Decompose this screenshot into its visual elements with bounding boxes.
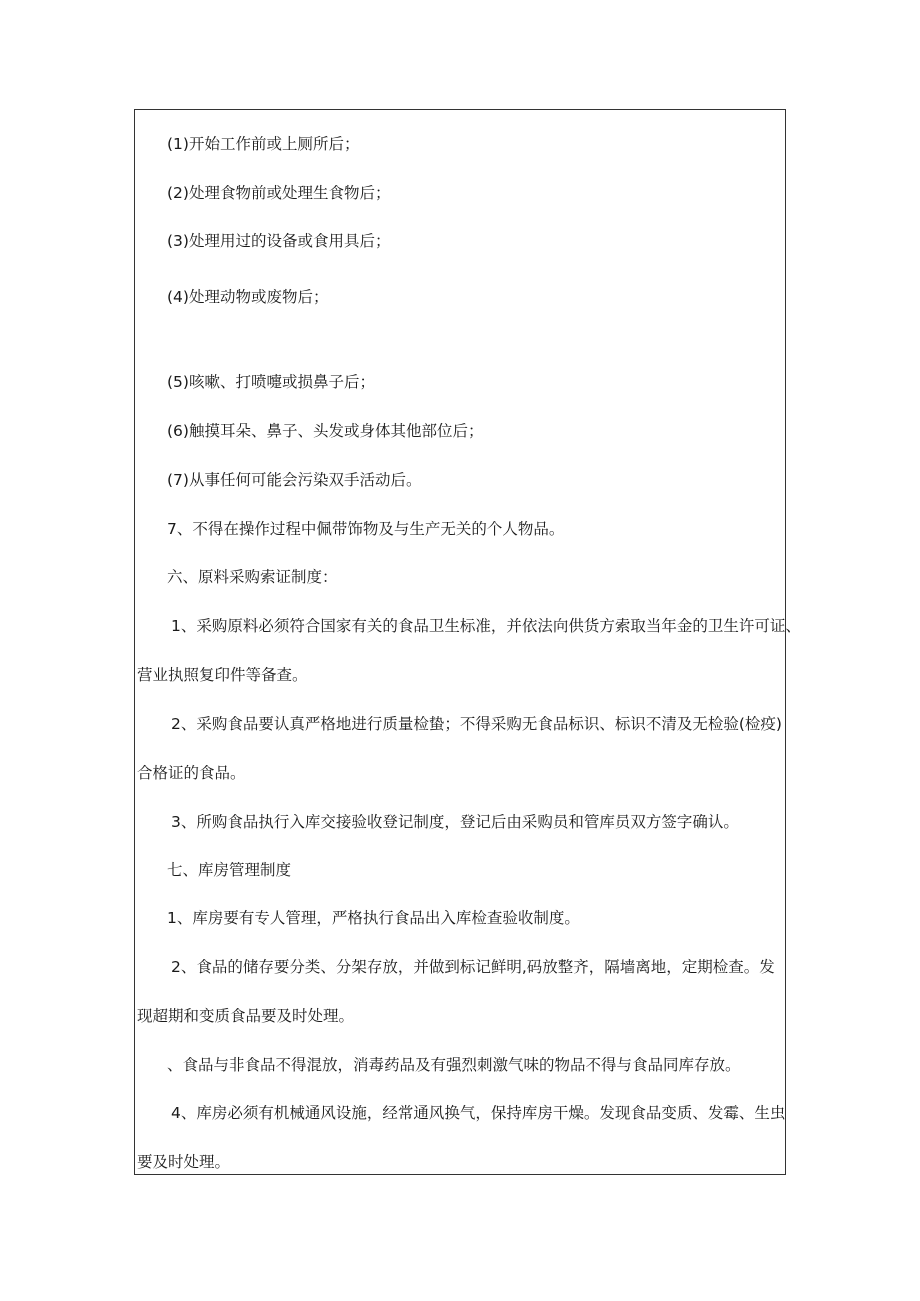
text-line-rule-7: 7、不得在操作过程中佩带饰物及与生产无关的个人物品。 (167, 520, 565, 538)
text-line-storage-4b: 要及时处理。 (137, 1153, 231, 1171)
text-line-storage-2a: 2、食品的储存要分类、分架存放，并做到标记鲜明,码放整齐，隔墙离地，定期检查。发 (171, 958, 775, 976)
text-line-storage-1: 1、库房要有专人管理，严格执行食品出入库检查验收制度。 (167, 909, 580, 927)
text-line-procurement-1a: 1、采购原料必须符合国家有关的食品卫生标准，并依法向供货方索取当年金的卫生许可证、 (171, 617, 801, 635)
section-heading-procurement: 六、原料采购索证制度： (167, 568, 338, 586)
text-line-procurement-3: 3、所购食品执行入库交接验收登记制度，登记后由采购员和管库员双方签字确认。 (171, 813, 739, 831)
text-line-hand-wash-7: (7)从事任何可能会污染双手活动后。 (167, 471, 422, 489)
text-line-storage-2b: 现超期和变质食品要及时处理。 (137, 1007, 355, 1025)
text-line-storage-3: 、食品与非食品不得混放，消毒药品及有强烈刺激气味的物品不得与食品同库存放。 (167, 1056, 741, 1074)
text-line-hand-wash-2: (2)处理食物前或处理生食物后； (167, 184, 391, 202)
section-heading-storage: 七、库房管理制度 (167, 861, 292, 879)
text-line-procurement-2a: 2、采购食品要认真严格地进行质量检蛰；不得采购无食品标识、标识不清及无检验(检疫) (171, 715, 782, 733)
text-line-procurement-2b: 合格证的食品。 (137, 764, 246, 782)
text-line-procurement-1b: 营业执照复印件等备查。 (137, 666, 308, 684)
text-line-hand-wash-6: (6)触摸耳朵、鼻子、头发或身体其他部位后； (167, 422, 484, 440)
text-line-storage-4a: 4、库房必须有机械通风设施，经常通风换气，保持库房干燥。发现食品变质、发霉、生虫 (171, 1104, 786, 1122)
text-line-hand-wash-4: (4)处理动物或废物后； (167, 288, 329, 306)
text-line-hand-wash-3: (3)处理用过的设备或食用具后； (167, 232, 391, 250)
text-line-hand-wash-1: (1)开始工作前或上厕所后； (167, 135, 360, 153)
text-line-hand-wash-5: (5)咳嗽、打喷嚏或损鼻子后； (167, 373, 375, 391)
